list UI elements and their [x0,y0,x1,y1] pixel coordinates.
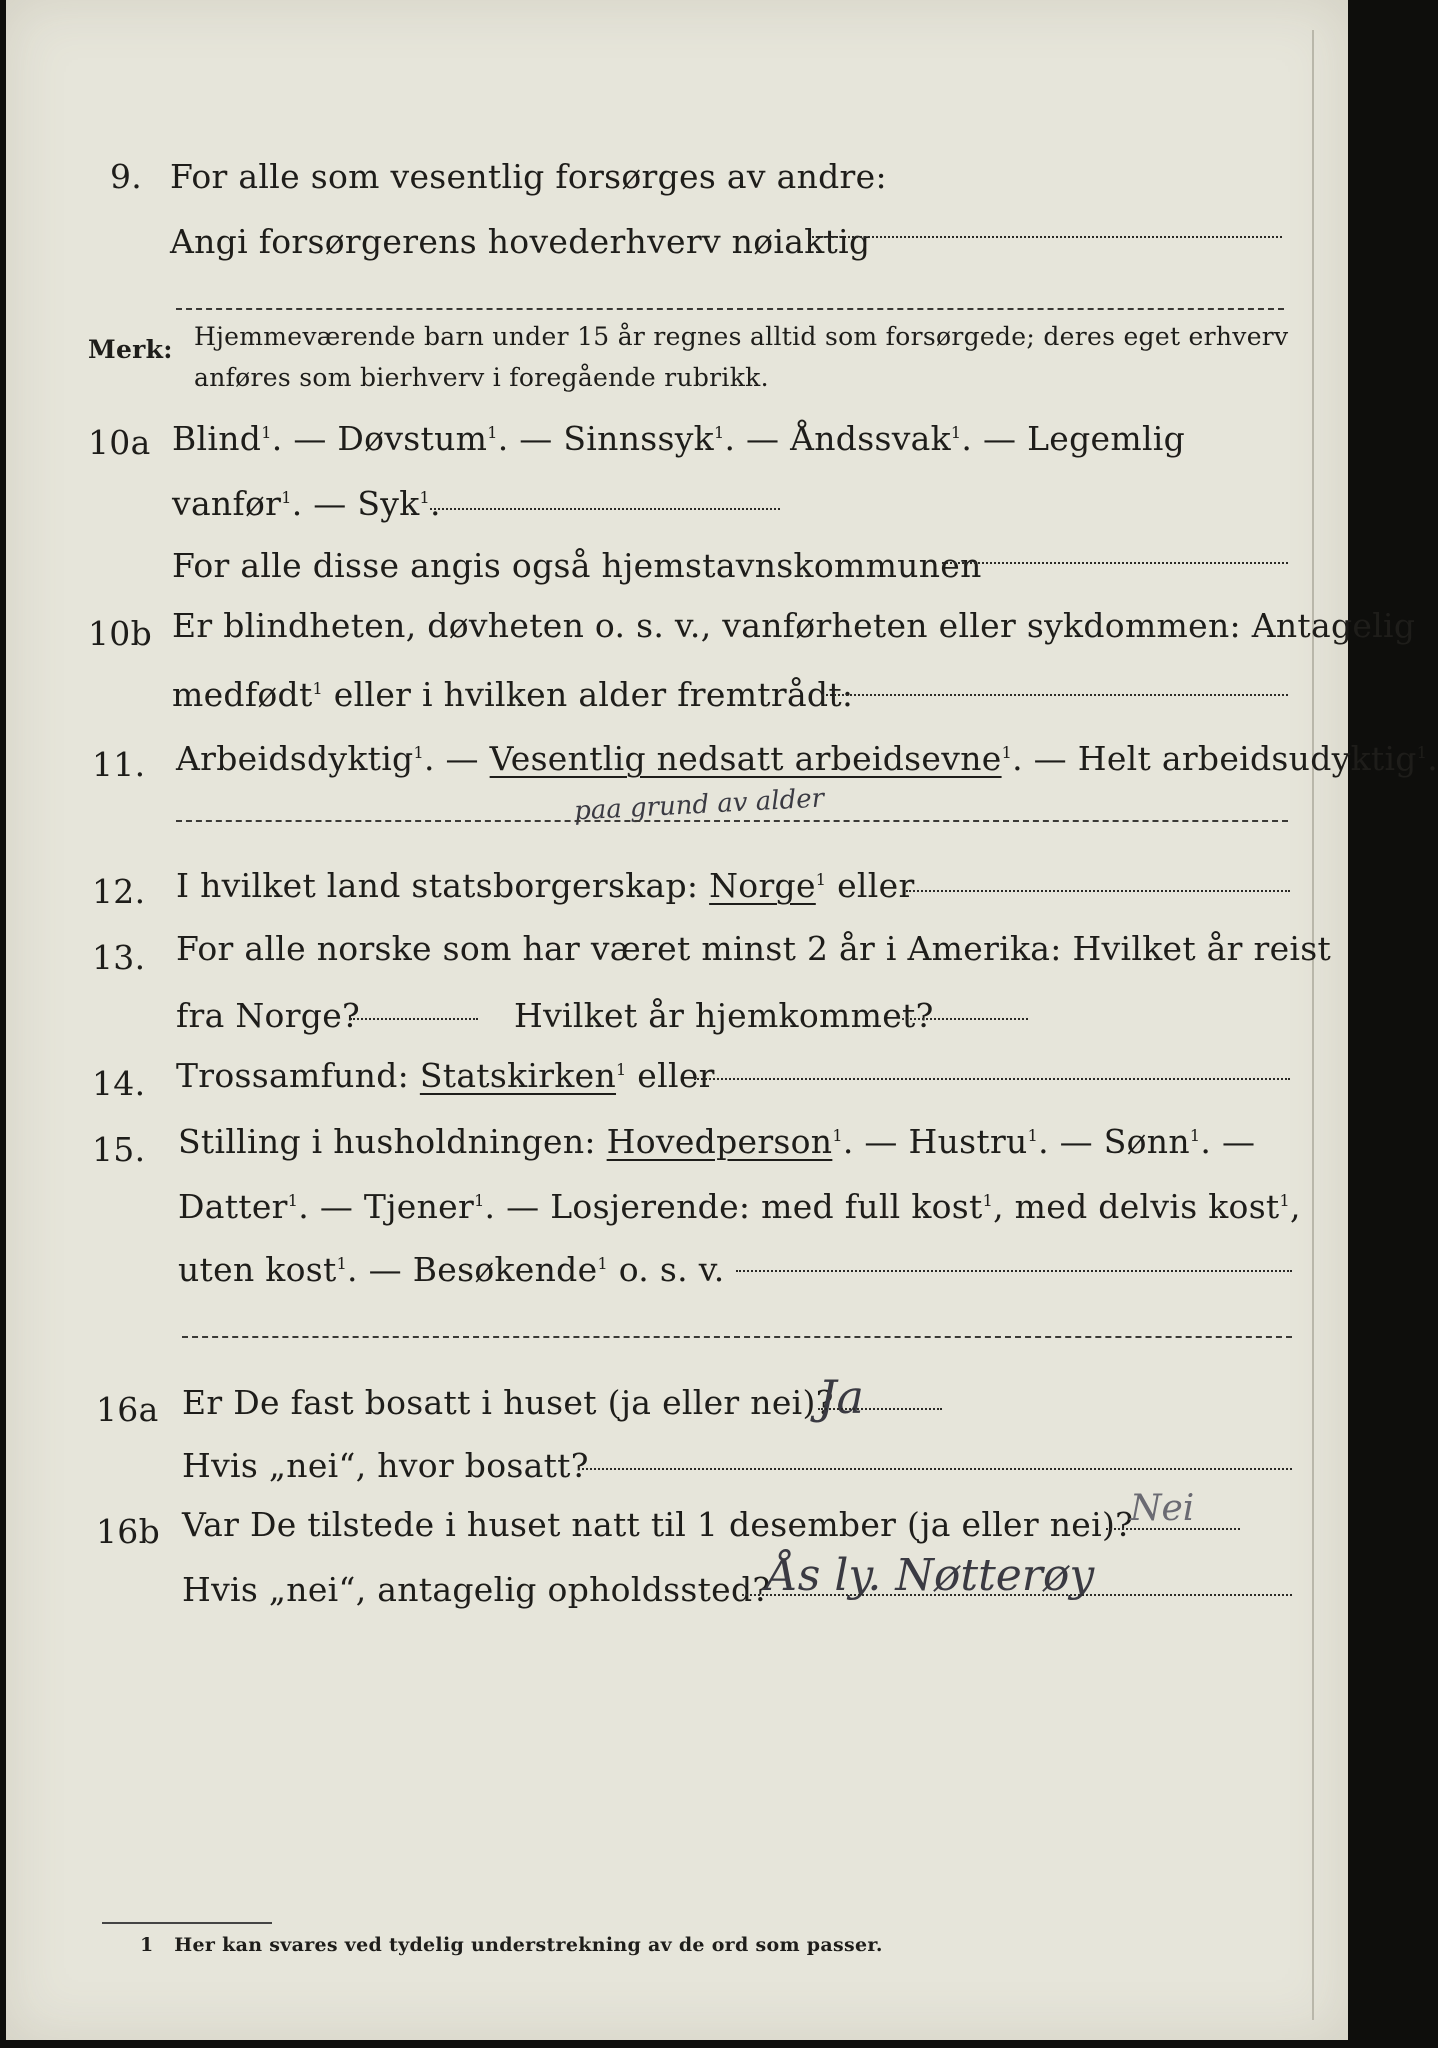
opt-syk: Syk [357,484,420,523]
q11-number: 11. [92,745,146,784]
q14-line: Trossamfund: Statskirken$^1$ eller [176,1056,715,1095]
q15-answer-line [736,1270,1292,1272]
q16b-handwritten-answer: Nei [1130,1488,1195,1529]
q11-answer-line [176,820,1288,822]
opt-sonn: Sønn [1103,1122,1190,1161]
q16b-line1: Var De tilstede i huset natt til 1 desember (ja eller nei)? [182,1505,1134,1544]
q14-eller: eller [637,1056,715,1095]
opt-norge-selected: Norge [709,866,816,905]
q10b-answer-line [822,694,1288,696]
merk-line1: Hjemmeværende barn under 15 år regnes alltid som forsørgede; deres eget erhverv [194,322,1289,351]
census-form-page [6,0,1438,2040]
q10a-line3: For alle disse angis også hjemstavnskommunen [172,546,982,585]
opt-datter: Datter [178,1187,288,1226]
opt-tjener: Tjener [363,1187,475,1226]
opt-hustru: Hustru [908,1122,1028,1161]
opt-vesentlig-selected: Vesentlig nedsatt arbeidsevne [489,739,1002,778]
q9-line2: Angi forsørgerens hovederhverv nøiaktig [170,222,871,261]
q16a-number: 16a [96,1390,159,1429]
q11-handwritten-answer: paa grund av alder [573,783,825,827]
q16b-opholdssted-line [742,1594,1292,1596]
opt-dovstum: Døvstum [337,419,488,458]
opt-full-kost: med full kost [761,1187,983,1226]
q12-number: 12. [92,872,146,911]
opt-medfodt: medfødt [172,675,313,714]
q16a-handwritten-answer: Ja [818,1370,864,1424]
q9-number: 9. [110,157,143,196]
q15-line2: Datter$^1$. — Tjener$^1$. — Losjerende: med full kost$^1$, med delvis kost$^1$, [178,1187,1301,1226]
q16a-answer-line [818,1408,942,1410]
q10b-line2-rest: eller i hvilken alder fremtrådt: [333,675,854,714]
q10b-number: 10b [88,614,153,653]
q14-text: Trossamfund: [176,1056,410,1095]
opt-sinnssyk: Sinnssyk [563,419,714,458]
q9-line1: For alle som vesentlig forsørges av andre: [170,157,887,196]
opt-besokende: Besøkende [412,1250,598,1289]
footnote-text: Her kan svares ved tydelig understrekning av de ord som passer. [174,1934,883,1956]
q13-hjem-line [902,1018,1028,1020]
footnote [140,1934,883,1956]
q14-number: 14. [92,1064,146,1103]
opt-arbeidsdyktig: Arbeidsdyktig [176,739,414,778]
q16b-line2: Hvis „nei“, antagelig opholdssted? [182,1570,771,1609]
q13-line1: For alle norske som har været minst 2 år i Amerika: Hvilket år reist [176,929,1332,968]
q12-text: I hvilket land statsborgerskap: [176,866,699,905]
q15-line1: Stilling i husholdningen: Hovedperson$^1$. — Hustru$^1$. — Sønn$^1$. — [178,1122,1256,1161]
q16b-answer-line [1106,1528,1240,1530]
q16a-bosatt-line [578,1468,1292,1470]
q13-fra-line [350,1018,478,1020]
merk-line2: anføres som bierhverv i foregående rubrikk. [194,363,769,392]
opt-statskirken-selected: Statskirken [419,1056,617,1095]
q14-answer-line [694,1078,1290,1080]
q11-line1: Arbeidsdyktig$^1$. — Vesentlig nedsatt arbeidsevne$^1$. — Helt arbeidsudyktig$^1$. [176,739,1438,778]
opt-vanfor: vanfør [172,484,282,523]
opt-hovedperson-selected: Hovedperson [606,1122,833,1161]
merk-label: Merk: [88,335,173,364]
q15-line3: uten kost$^1$. — Besøkende$^1$ o. s. v. [178,1250,725,1289]
page-edge-line [1312,30,1314,2020]
q10b-line2: medfødt$^1$ eller i hvilken alder fremtrådt: [172,675,854,714]
q10a-line2: vanfør$^1$. — Syk$^1$. [172,484,441,523]
q13-fra-norge: fra Norge? [176,996,361,1035]
q16a-line1 [182,1383,834,1422]
opt-legemlig: Legemlig [1027,419,1186,458]
q10a-line1: Blind$^1$. — Døvstum$^1$. — Sinnssyk$^1$. — Åndssvak$^1$. — Legemlig [172,419,1186,458]
footnote-rule [102,1922,272,1924]
footnote-mark: 1 [140,1934,154,1956]
q10a-answer-line [942,562,1288,564]
q16a-ja-eller-nei: (ja eller nei)? [607,1383,834,1422]
opt-losjerende: Losjerende: [550,1187,751,1226]
opt-helt-arbeidsudyktig: Helt arbeidsudyktig [1077,739,1417,778]
q10a-syk-line [430,508,780,510]
q15-number: 15. [92,1130,146,1169]
q15-label: Stilling i husholdningen: [178,1122,596,1161]
q12-answer-line [906,890,1290,892]
q9-answer-line [812,236,1282,238]
q10a-number: 10a [88,423,151,462]
q16b-handwritten-opholdssted: Ås ly. Nøtterøy [766,1550,1095,1601]
q12-line: I hvilket land statsborgerskap: Norge$^1$ eller [176,866,915,905]
q10b-line1: Er blindheten, døvheten o. s. v., vanførheten eller sykdommen: Antagelig [172,606,1416,645]
q13-hjemkommet: Hvilket år hjemkommet? [514,996,934,1035]
opt-uten-kost: uten kost [178,1250,337,1289]
q13-number: 13. [92,938,146,977]
q9-second-answer-line [176,308,1284,310]
q16a-line2: Hvis „nei“, hvor bosatt? [182,1446,589,1485]
opt-blind: Blind [172,419,262,458]
opt-andssvak: Åndssvak [790,419,951,458]
q16b-number: 16b [96,1512,161,1551]
q9-row [110,157,142,196]
q12-eller: eller [837,866,915,905]
q16a-text: Er De fast bosatt i huset [182,1383,597,1422]
opt-delvis-kost: med delvis kost [1014,1187,1280,1226]
q15-second-answer-line [182,1336,1292,1338]
q15-osv: o. s. v. [618,1250,725,1289]
